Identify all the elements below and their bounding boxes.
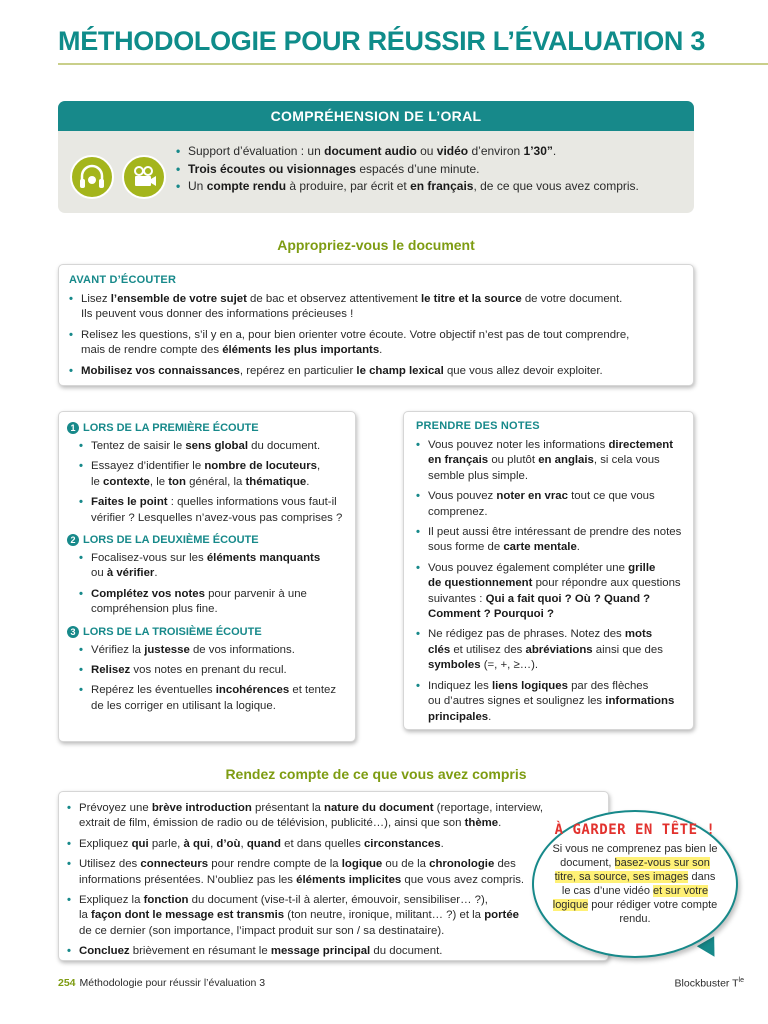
page-number: 254 xyxy=(58,977,76,989)
avant-ecouter-list xyxy=(69,292,683,379)
step-2-list xyxy=(79,551,347,618)
bubble-title: À GARDER EN TÊTE ! xyxy=(554,822,716,838)
list-item: • Vous pouvez noter en vrac tout ce que vous comprenez. xyxy=(416,489,683,520)
list-item: • Relisez les questions, s’il y en a, pour bien orienter votre écoute. Votre objectif n’est pas de tout comprendre, mais de rendre compte des éléments les plus importants. xyxy=(69,328,683,359)
list-item: • Un compte rendu à produire, par écrit et en français, de ce que vous avez compris. xyxy=(176,178,639,196)
bubble-text: Si vous ne comprenez pas bien le document, basez-vous sur son titre, sa source, ses images dans le cas d’une vidéo et sur votre logique pour rédiger votre compte rendu. xyxy=(552,843,718,925)
list-item: • Expliquez qui parle, à qui, d’où, quand et dans quelles circonstances. xyxy=(67,837,600,852)
footer-book: Blockbuster $T^{le}$ xyxy=(674,977,744,990)
page-title: MÉTHODOLOGIE POUR RÉUSSIR L’ÉVALUATION 3 xyxy=(58,26,706,56)
list-item: • Repérez les éventuelles incohérences et tentez de les corriger en utilisant la logique. xyxy=(79,683,347,714)
card-title: AVANT D’ÉCOUTER xyxy=(69,274,177,286)
list-item: • Indiquez les liens logiques par des flèches ou d’autres signes et soulignez les informations principales. xyxy=(416,679,683,725)
list-item: • Lisez l’ensemble de votre sujet de bac et observez attentivement le titre et la source de votre document. Ils peuvent vous donner des informations précieuses ! xyxy=(69,292,683,323)
list-item: • Vous pouvez également compléter une grille de questionnement pour répondre aux questions suivantes : Qui a fait quoi ? Où ? Quand ? Comment ? Pourquoi ? xyxy=(416,561,683,623)
footer xyxy=(58,977,265,989)
avant-ecouter-card xyxy=(58,264,694,386)
card-title: PRENDRE DES NOTES xyxy=(416,420,540,432)
list-item: • Vous pouvez noter les informations directement en français ou plutôt en anglais, si cela vous semble plus simple. xyxy=(416,438,683,484)
list-item: • Support d’évaluation : un document audio ou vidéo d’environ 1’30”. xyxy=(176,143,639,161)
step-number-2: 2 xyxy=(67,534,79,546)
list-item: • Focalisez-vous sur les éléments manquants ou à vérifier. xyxy=(79,551,347,582)
list-item: • Tentez de saisir le sens global du document. xyxy=(79,439,347,454)
prendre-notes-card xyxy=(403,411,694,730)
list-item: • Concluez brièvement en résumant le message principal du document. xyxy=(67,944,600,959)
step-1-list xyxy=(79,439,347,526)
oral-comprehension-box xyxy=(58,101,694,213)
oral-heading: COMPRÉHENSION DE L’ORAL xyxy=(58,101,694,131)
list-item: • Ne rédigez pas de phrases. Notez des mots clés et utilisez des abréviations ainsi que des symboles (=, +, ≥…). xyxy=(416,627,683,673)
list-item: • Il peut aussi être intéressant de prendre des notes sous forme de carte mentale. xyxy=(416,525,683,556)
headphones-icon xyxy=(70,155,114,199)
step-number-3: 3 xyxy=(67,626,79,638)
prendre-notes-list xyxy=(416,438,683,725)
section-subheading-rendez: Rendez compte de ce que vous avez compris xyxy=(225,766,527,782)
footer-label: Méthodologie pour réussir l’évaluation 3 xyxy=(79,977,266,989)
title-divider xyxy=(58,63,768,65)
list-item: • Mobilisez vos connaissances, repérez en particulier le champ lexical que vous allez devoir exploiter. xyxy=(69,364,683,379)
list-item: • Expliquez la fonction du document (vise-t-il à alerter, émouvoir, sensibiliser… ?), la façon dont le message est transmis (ton neutre, ironique, militant… ?) et la portée de ce dernier (son importance, l’impact produit sur son / sa destinataire). xyxy=(67,893,600,939)
list-item: • Prévoyez une brève introduction présentant la nature du document (reportage, interview, extrait de film, émission de radio ou de télévision, publicité…), ainsi que son thème. xyxy=(67,801,600,832)
step-heading-3: 3 LORS DE LA TROISIÈME ÉCOUTE xyxy=(67,626,347,638)
list-item: • Faites le point : quelles informations vous faut-il vérifier ? Lesquelles n’avez-vous pas comprises ? xyxy=(79,495,347,526)
list-item: • Complétez vos notes pour parvenir à une compréhension plus fine. xyxy=(79,587,347,618)
oral-bullets xyxy=(176,143,639,196)
video-camera-icon xyxy=(122,155,166,199)
ecoutes-card xyxy=(58,411,356,742)
step-number-1: 1 xyxy=(67,422,79,434)
oral-icons xyxy=(70,155,170,204)
rendez-compte-list xyxy=(67,801,600,960)
list-item: • Vérifiez la justesse de vos informations. xyxy=(79,643,347,658)
list-item: • Utilisez des connecteurs pour rendre compte de la logique ou de la chronologie des informations présentées. N’oubliez pas les éléments implicites que vous avez compris. xyxy=(67,857,600,888)
rendez-compte-card xyxy=(58,791,609,961)
step-3-list xyxy=(79,643,347,715)
list-item: • Essayez d’identifier le nombre de locuteurs, le contexte, le ton général, la thématique. xyxy=(79,459,347,490)
list-item: • Trois écoutes ou visionnages espacés d’une minute. xyxy=(176,161,639,179)
a-garder-en-tete-bubble xyxy=(532,810,738,958)
step-heading-1: 1 LORS DE LA PREMIÈRE ÉCOUTE xyxy=(67,422,347,434)
section-subheading-appropriez: Appropriez-vous le document xyxy=(277,237,475,253)
step-heading-2: 2 LORS DE LA DEUXIÈME ÉCOUTE xyxy=(67,534,347,546)
list-item: • Relisez vos notes en prenant du recul. xyxy=(79,663,347,678)
